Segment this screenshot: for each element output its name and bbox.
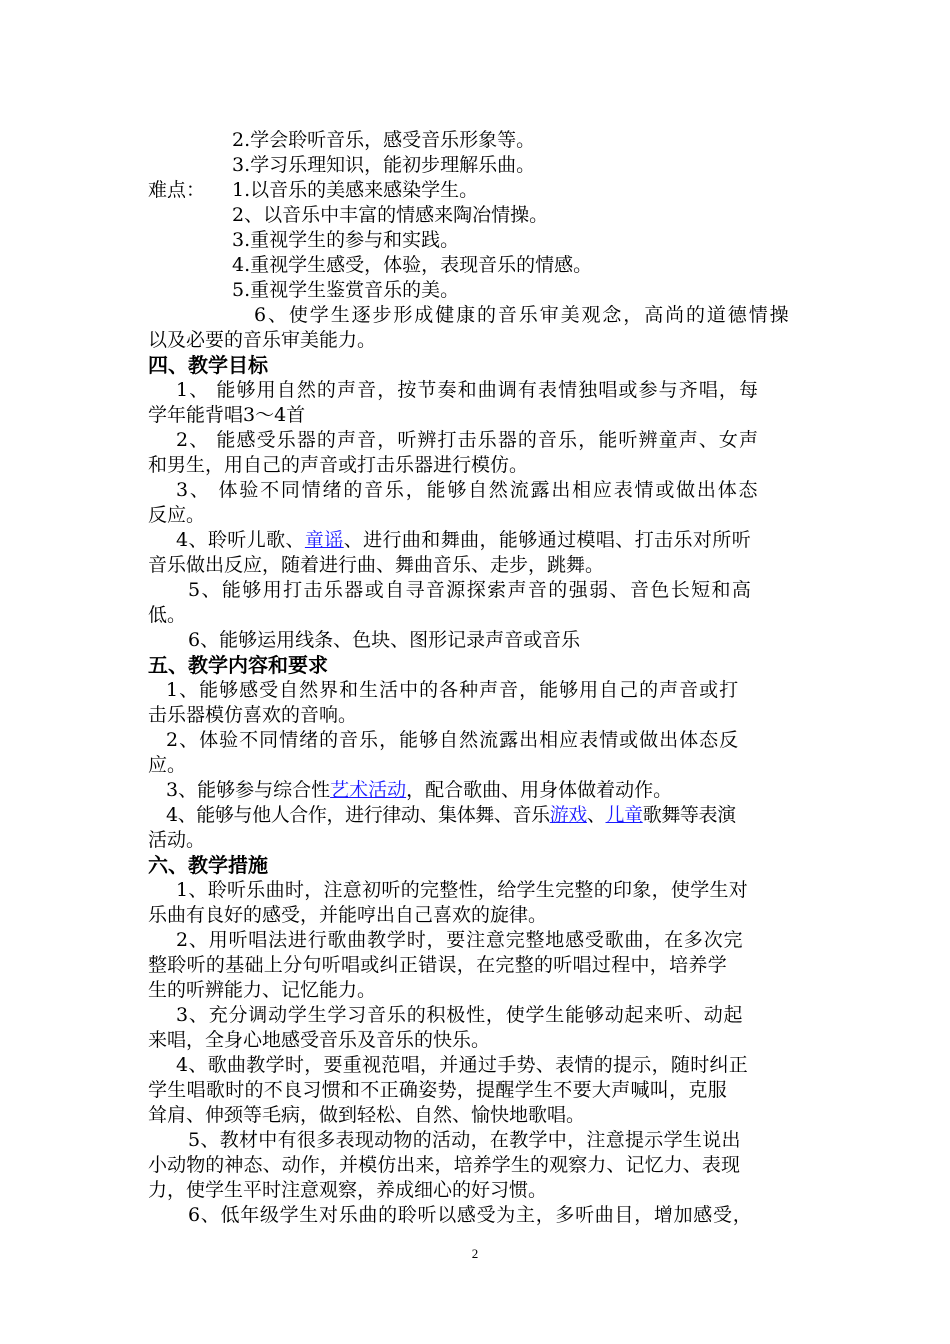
- difficulty-label: 难点：: [148, 179, 206, 201]
- text-segment: 4、聆听儿歌、: [176, 529, 305, 551]
- text-segment: 、: [586, 804, 606, 826]
- text-line: 低。: [148, 604, 187, 626]
- link-games[interactable]: 游戏: [549, 804, 587, 826]
- text-line: 6、能够运用线条、色块、图形记录声音或音乐: [188, 629, 581, 651]
- text-segment: 歌舞等表演: [642, 804, 736, 826]
- section-heading: 四、教学目标: [148, 353, 268, 377]
- text-line: 以及必要的音乐审美能力。: [148, 329, 377, 351]
- text-line: 3.学习乐理知识，能初步理解乐曲。: [232, 154, 536, 176]
- text-line: 1、能够感受自然界和生活中的各种声音，能够用自己的声音或打: [166, 679, 740, 701]
- text-line: 2.学会聆听音乐，感受音乐形象等。: [232, 129, 536, 151]
- text-line: 来唱，全身心地感受音乐及音乐的快乐。: [148, 1029, 491, 1051]
- text-line: 生的听辨能力、记忆能力。: [148, 979, 377, 1001]
- section-heading: 六、教学措施: [148, 853, 268, 877]
- text-segment: ，配合歌曲、用身体做着动作。: [406, 779, 673, 801]
- text-line: 1、 能够用自然的声音，按节奏和曲调有表情独唱或参与齐唱，每: [176, 379, 760, 401]
- text-line: 2、 能感受乐器的声音，听辨打击乐器的音乐，能听辨童声、女声: [176, 429, 760, 451]
- text-line: 耸肩、伸颈等毛病，做到轻松、自然、愉快地歌唱。: [148, 1104, 586, 1126]
- text-line: 整聆听的基础上分句听唱或纠正错误，在完整的听唱过程中，培养学: [148, 954, 728, 976]
- text-line: 1.以音乐的美感来感染学生。: [232, 179, 479, 201]
- text-line: 2、以音乐中丰富的情感来陶冶情操。: [232, 204, 549, 226]
- text-line: 3.重视学生的参与和实践。: [232, 229, 460, 251]
- text-line: 学生唱歌时的不良习惯和不正确姿势，提醒学生不要大声喊叫，克服: [148, 1079, 728, 1101]
- text-line: 6、低年级学生对乐曲的聆听以感受为主，多听曲目，增加感受，: [188, 1204, 753, 1226]
- text-line: 小动物的神态、动作，并模仿出来，培养学生的观察力、记忆力、表现: [148, 1154, 741, 1176]
- text-line: 5、教材中有很多表现动物的活动，在教学中，注意提示学生说出: [188, 1129, 741, 1151]
- text-line: 学年能背唱3～4首: [148, 404, 306, 426]
- text-segment: 、进行曲和舞曲，能够通过模唱、打击乐对所听: [343, 529, 752, 551]
- text-line: 1、聆听乐曲时，注意初听的完整性，给学生完整的印象，使学生对: [176, 879, 749, 901]
- text-line: 5、能够用打击乐器或自寻音源探索声音的强弱、音色长短和高: [188, 579, 753, 601]
- text-line: 和男生，用自己的声音或打击乐器进行模仿。: [148, 454, 529, 476]
- link-children[interactable]: 儿童: [605, 804, 643, 826]
- text-line: 音乐做出反应，随着进行曲、舞曲音乐、走步，跳舞。: [148, 554, 605, 576]
- text-line: 反应。: [148, 504, 206, 526]
- text-line: [166, 802, 736, 828]
- text-line: 乐曲有良好的感受，并能哼出自己喜欢的旋律。: [148, 904, 548, 926]
- page-number: 2: [471, 1246, 479, 1261]
- text-line: 应。: [148, 754, 187, 776]
- text-line: [176, 527, 751, 553]
- link-tongyao[interactable]: 童谣: [304, 529, 344, 551]
- text-line: [166, 777, 672, 803]
- text-line: 3、 体验不同情绪的音乐，能够自然流露出相应表情或做出体态: [176, 479, 760, 501]
- section-heading: 五、教学内容和要求: [148, 653, 328, 677]
- text-line: 3、充分调动学生学习音乐的积极性，使学生能够动起来听、动起: [176, 1004, 744, 1026]
- text-line: 力，使学生平时注意观察，养成细心的好习惯。: [148, 1179, 548, 1201]
- link-art-activity[interactable]: 艺术活动: [330, 779, 407, 801]
- text-line: 5.重视学生鉴赏音乐的美。: [232, 279, 460, 301]
- text-line: 6、使学生逐步形成健康的音乐审美观念，高尚的道德情操: [254, 304, 791, 326]
- text-line: 4.重视学生感受，体验，表现音乐的情感。: [232, 254, 593, 276]
- text-line: 4、歌曲教学时，要重视范唱，并通过手势、表情的提示，随时纠正: [176, 1054, 749, 1076]
- text-line: 2、用听唱法进行歌曲教学时，要注意完整地感受歌曲，在多次完: [176, 929, 744, 951]
- text-segment: 4、能够与他人合作，进行律动、集体舞、音乐: [166, 804, 550, 826]
- text-line: 2、体验不同情绪的音乐，能够自然流露出相应表情或做出体态反: [166, 729, 740, 751]
- text-line: 活动。: [148, 829, 206, 851]
- text-segment: 3、能够参与综合性: [166, 779, 331, 801]
- text-line: 击乐器模仿喜欢的音响。: [148, 704, 358, 726]
